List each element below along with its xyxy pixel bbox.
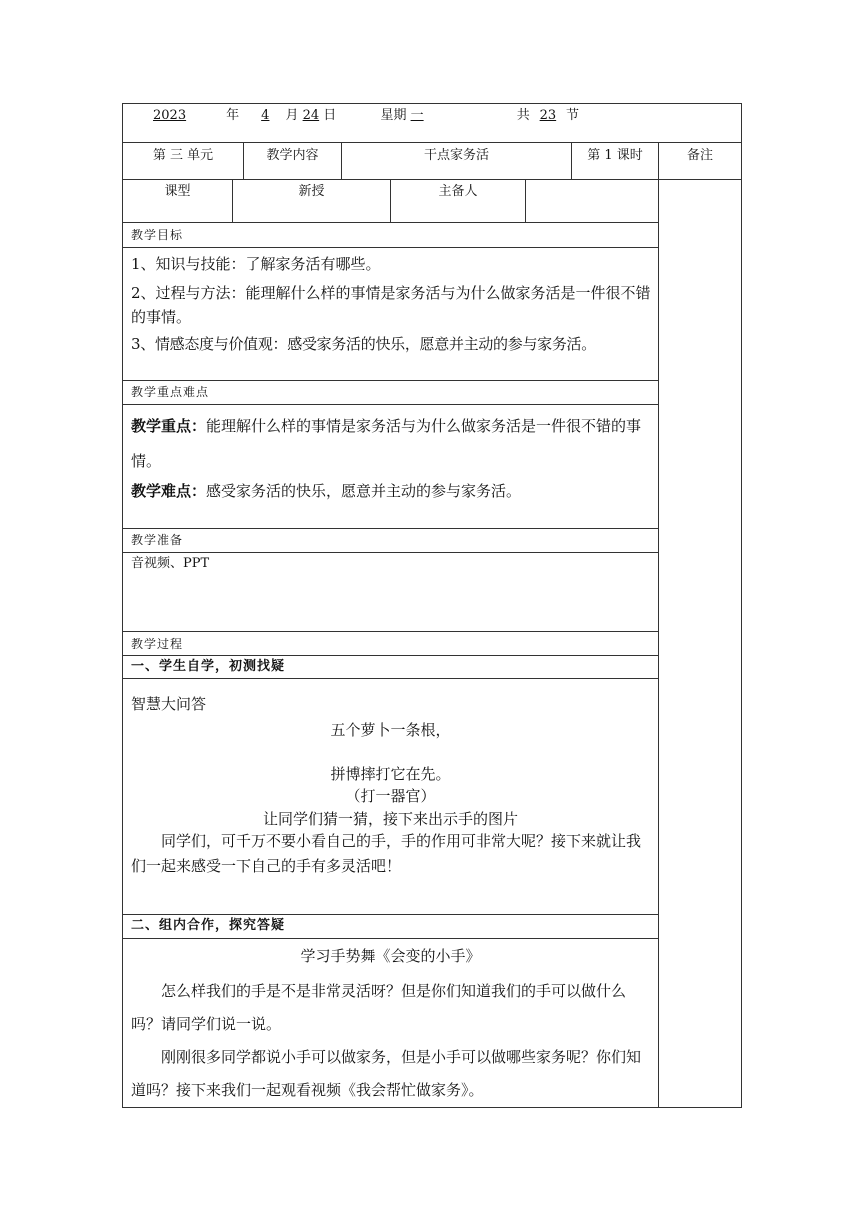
rule-prep-end xyxy=(122,631,659,632)
rule-prep-label xyxy=(122,552,659,553)
rule-header xyxy=(122,179,742,180)
rule-sec1-end xyxy=(122,914,659,915)
process-label: 教学过程 xyxy=(131,637,184,651)
section2-heading: 二、组内合作，探究答疑 xyxy=(131,918,286,933)
year-suffix: 年 xyxy=(226,108,240,123)
border-right xyxy=(741,103,742,1108)
total-value: 23 xyxy=(539,108,557,123)
unit-cell: 第 三 单元 xyxy=(152,148,214,163)
weekday-label: 星期 xyxy=(380,108,407,123)
rule-date xyxy=(122,142,742,143)
border-bottom xyxy=(122,1107,742,1108)
type-col-3 xyxy=(525,179,526,222)
section2-paragraph-1: 怎么样我们的手是不是非常灵活呀？但是你们知道我们的手可以做什么吗？请同学们说一说。 xyxy=(131,982,627,1033)
total-label: 共 xyxy=(516,108,530,123)
riddle-line-2: 拼博摔打它在先。 xyxy=(330,765,451,783)
key-points-label: 教学重点难点 xyxy=(131,385,210,399)
focus-text: 能理解什么样的事情是家务活与为什么做家务活是一件很不错的事情。 xyxy=(131,417,642,470)
content-label-cell: 教学内容 xyxy=(266,148,319,163)
date-row xyxy=(136,107,579,125)
section1-title: 智慧大问答 xyxy=(131,695,207,713)
objective-3: 3、情感态度与价值观：感受家务活的快乐，愿意并主动的参与家务活。 xyxy=(131,335,596,353)
objective-2: 2、过程与方法：能理解什么样的事情是家务活与为什么做家务活是一件很不错的事情。 xyxy=(131,284,651,326)
rule-sec2-head xyxy=(122,938,659,939)
type-label-cell: 课型 xyxy=(164,184,191,199)
rule-key-end xyxy=(122,528,659,529)
difficulty-text: 感受家务活的快乐，愿意并主动的参与家务活。 xyxy=(206,482,522,500)
total-suffix: 节 xyxy=(566,108,580,123)
month-value: 4 xyxy=(261,108,270,123)
year-value: 2023 xyxy=(153,108,187,123)
focus-paragraph xyxy=(131,409,655,479)
notes-cell: 备注 xyxy=(686,148,713,163)
preparation-content: 音视频、PPT xyxy=(131,556,210,571)
lesson-number-cell: 第 1 课时 xyxy=(587,148,643,163)
difficulty-paragraph xyxy=(131,478,655,504)
notes-col-line xyxy=(658,142,659,1108)
month-suffix: 月 xyxy=(285,108,299,123)
objectives-label: 教学目标 xyxy=(131,228,184,242)
rule-sec1-head xyxy=(122,678,659,679)
type-value-cell: 新授 xyxy=(298,184,325,199)
preparer-label-cell: 主备人 xyxy=(438,184,478,199)
border-top xyxy=(122,103,742,104)
rule-obj-label xyxy=(122,247,659,248)
focus-label: 教学重点： xyxy=(131,417,207,435)
rule-key-label xyxy=(122,404,659,405)
section2-title: 学习手势舞《会变的小手》 xyxy=(300,947,481,965)
lesson-title-cell: 干点家务活 xyxy=(423,148,489,163)
lesson-plan-table xyxy=(122,103,742,1108)
riddle-line-1: 五个萝卜一条根， xyxy=(330,721,451,739)
rule-proc-label xyxy=(122,655,659,656)
section2-paragraph-2: 刚刚很多同学都说小手可以做家务，但是小手可以做哪些家务呢？你们知道吗？接下来我们一起观看视频《我会帮忙做家务》。 xyxy=(131,1048,642,1099)
section1-paragraph: 同学们，可千万不要小看自己的手，手的作用可非常大呢？接下来就让我们一起来感受一下自己的手有多灵活吧！ xyxy=(131,832,642,875)
objective-1: 1、知识与技能：了解家务活有哪些。 xyxy=(131,255,381,273)
day-suffix: 日 xyxy=(323,108,337,123)
preparation-label: 教学准备 xyxy=(131,533,184,547)
difficulty-label: 教学难点： xyxy=(131,482,207,500)
riddle-hint: （打一器官） xyxy=(345,787,436,805)
section1-heading: 一、学生自学，初测找疑 xyxy=(131,659,286,674)
rule-obj-end xyxy=(122,380,659,381)
day-value: 24 xyxy=(302,108,320,123)
rule-type xyxy=(122,222,659,223)
weekday-value: 一 xyxy=(410,108,424,123)
riddle-instruction: 让同学们猜一猜，接下来出示手的图片 xyxy=(262,810,518,828)
